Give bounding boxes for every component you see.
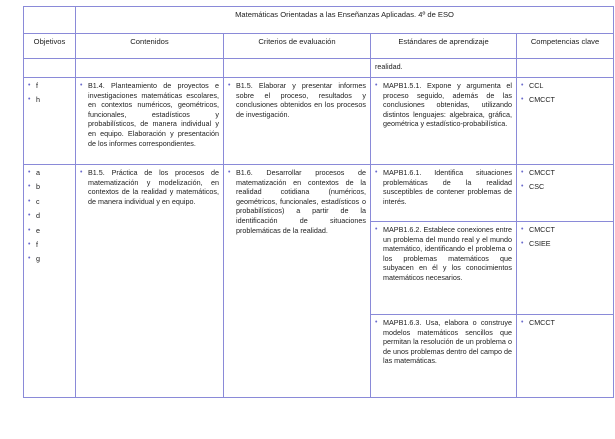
cell-empty [224, 59, 371, 78]
competencia-item: • CSC [521, 182, 609, 192]
objetivo-item: • g [28, 254, 71, 264]
contenido-text: • B1.4. Planteamiento de proyectos e investigaciones matemáticas escolares, en contextos numéricos, geométricos, funcionales, estadísticos y probabilísticos, de manera individual y en equipo. Elaboración y presentación de los informes correspondientes. [80, 81, 219, 148]
objetivos-cell [24, 78, 76, 165]
table-row [24, 165, 614, 222]
competencia-item: • CMCCT [521, 95, 609, 105]
contenido-cell [76, 78, 224, 165]
contenido-text: • B1.5. Práctica de los procesos de matematización y modelización, en contextos de la realidad y matemáticos, de manera individual y en equipo. [80, 168, 219, 206]
title-blank-cell [24, 7, 76, 34]
criterio-cell [224, 78, 371, 165]
estandar-text: • MAPB1.6.1. Identifica situaciones problemáticas de la realidad susceptibles de contener problemas de interés. [375, 168, 512, 206]
estandar-cell [371, 78, 517, 165]
objetivo-item: • f [28, 81, 71, 91]
objetivo-item: • f [28, 240, 71, 250]
header-estandares: Estándares de aprendizaje [371, 34, 517, 59]
estandar-cell [371, 222, 517, 315]
table-title: Matemáticas Orientadas a las Enseñanzas Aplicadas. 4º de ESO [76, 7, 614, 34]
competencia-item: • CCL [521, 81, 609, 91]
cell-empty [24, 59, 76, 78]
criterio-cell [224, 165, 371, 398]
objetivo-item: • b [28, 182, 71, 192]
competencia-item: • CMCCT [521, 168, 609, 178]
estandar-text: • MAPB1.5.1. Expone y argumenta el proceso seguido, además de las conclusiones obtenidas, utilizando distintos lenguajes: algebraica, gráfica, geométrica y estadístico-probabilística. [375, 81, 512, 129]
header-criterios: Criterios de evaluación [224, 34, 371, 59]
header-competencias: Competencias clave [517, 34, 614, 59]
objetivos-cell [24, 165, 76, 398]
header-row [24, 34, 614, 59]
objetivo-item: • d [28, 211, 71, 221]
competencias-cell [517, 315, 614, 398]
competencia-item: • CMCCT [521, 318, 609, 328]
estandar-text: • MAPB1.6.2. Establece conexiones entre un problema del mundo real y el mundo matemático, identificando el problema o los problemas matemáticos que subyacen en él y los conocimientos matemáticos necesarios. [375, 225, 512, 283]
table-row [24, 78, 614, 165]
criterio-text: • B1.5. Elaborar y presentar informes sobre el proceso, resultados y conclusiones obtenidos en los procesos de investigación. [228, 81, 366, 119]
cell-empty [76, 59, 224, 78]
competencia-item: • CMCCT [521, 225, 609, 235]
objetivo-item: • h [28, 95, 71, 105]
criterio-text: • B1.6. Desarrollar procesos de matematización en contextos de la realidad cotidiana (numéricos, geométricos, funcionales, estadísticos o probabilísticos) a partir de la identificación de situaciones problemáticas de la realidad. [228, 168, 366, 235]
curriculum-table [23, 6, 614, 398]
cell-empty [517, 59, 614, 78]
competencias-cell [517, 78, 614, 165]
objetivo-item: • e [28, 226, 71, 236]
competencias-cell [517, 222, 614, 315]
continuation-row [24, 59, 614, 78]
header-contenidos: Contenidos [76, 34, 224, 59]
estandar-cell [371, 315, 517, 398]
continuation-estandar: realidad. [371, 59, 517, 78]
estandar-text: • MAPB1.6.3. Usa, elabora o construye modelos matemáticos sencillos que permitan la resolución de un problema o de unos problemas dentro del campo de las matemáticas. [375, 318, 512, 366]
competencias-cell [517, 165, 614, 222]
competencia-item: • CSIEE [521, 239, 609, 249]
objetivo-item: • a [28, 168, 71, 178]
table-title-row [24, 7, 614, 34]
estandar-cell [371, 165, 517, 222]
objetivo-item: • c [28, 197, 71, 207]
header-objetivos: Objetivos [24, 34, 76, 59]
contenido-cell [76, 165, 224, 398]
